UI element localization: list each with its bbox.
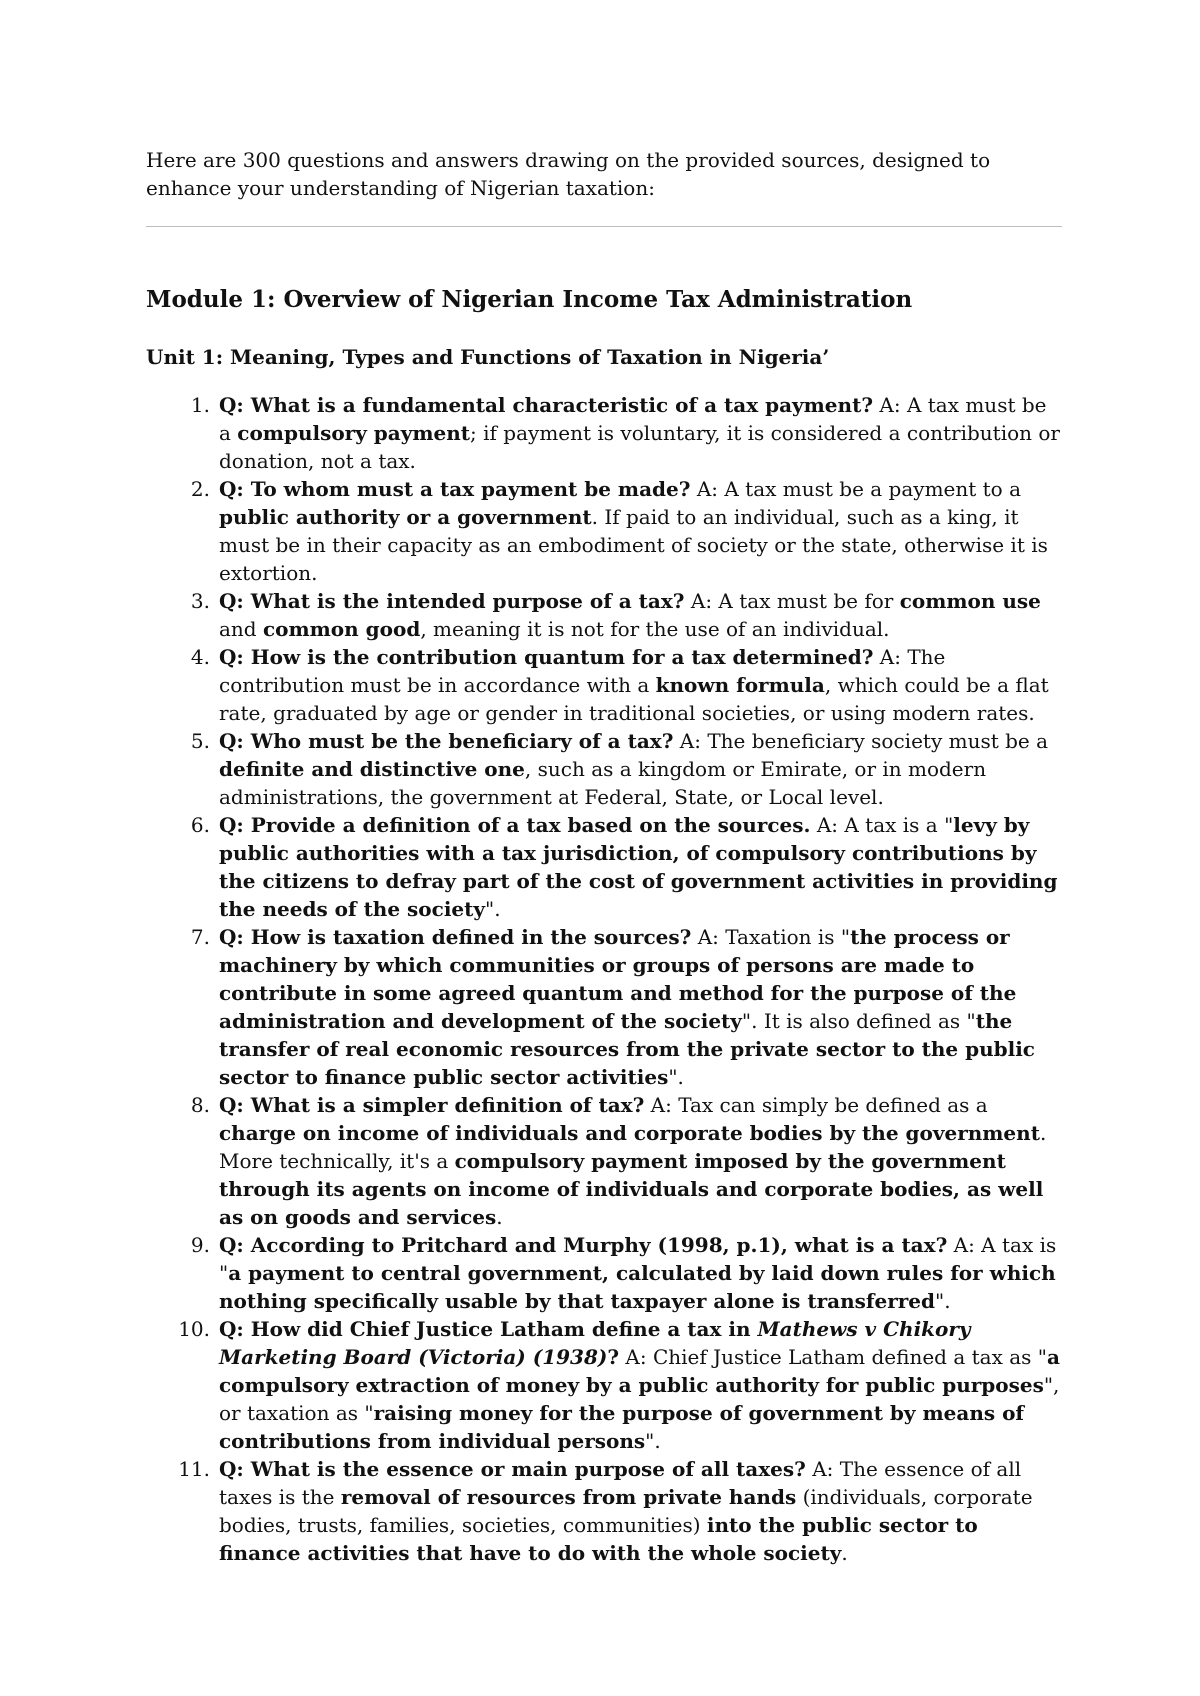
question: Q: Provide a definition of a tax based on the sources.	[219, 813, 811, 837]
answer-emphasis: charge on income of individuals and corporate bodies by the government	[219, 1121, 1040, 1145]
answer-emphasis: a compulsory extraction of money by a public authority for public purposes	[219, 1345, 1060, 1397]
answer-emphasis: removal of resources from private hands	[340, 1485, 797, 1509]
answer-text: , such as a kingdom or Emirate, or in modern administrations, the government at Federal, State, or Local level.	[219, 757, 987, 809]
answer-text: A: Tax can simply be defined as a	[644, 1093, 988, 1117]
answer-emphasis: raising money for the purpose of government by means of contributions from individual persons	[219, 1401, 1025, 1453]
answer-text: .	[496, 1205, 503, 1229]
item-number: 7.	[190, 925, 210, 949]
qa-list	[146, 391, 1062, 1567]
list-item	[190, 923, 1062, 1091]
item-number: 8.	[190, 1093, 210, 1117]
answer-text: ".	[668, 1065, 684, 1089]
answer-text: ; if payment is voluntary, it is considered a contribution or donation, not a tax.	[219, 421, 1060, 473]
question: Q: What is a fundamental characteristic of a tax payment?	[219, 393, 874, 417]
answer-text: A: The beneficiary society must be a	[673, 729, 1049, 753]
answer-emphasis: compulsory payment	[237, 421, 471, 445]
module-heading: Module 1: Overview of Nigerian Income Tax Administration	[146, 286, 913, 313]
item-number: 2.	[190, 477, 210, 501]
answer-text: , which could be a flat rate, graduated by age or gender in traditional societies, or using modern rates.	[219, 673, 1049, 725]
answer-text: . More technically, it's a	[219, 1121, 1047, 1173]
question: Q: According to Pritchard and Murphy (1998, p.1), what is a tax?	[219, 1233, 948, 1257]
answer-emphasis: a payment to central government, calculated by laid down rules for which nothing specifically usable by that taxpayer alone is transferred	[219, 1261, 1056, 1313]
unit-heading: Unit 1: Meaning, Types and Functions of Taxation in Nigeria’	[146, 345, 830, 369]
item-number: 1.	[190, 393, 210, 417]
answer-text: ". It is also defined as "	[741, 1009, 976, 1033]
question: Q: To whom must a tax payment be made?	[219, 477, 691, 501]
list-item	[178, 1315, 1062, 1455]
list-item	[190, 475, 1062, 587]
question: Q: How is the contribution quantum for a tax determined?	[219, 645, 874, 669]
answer-text: A: A tax is a "	[810, 813, 954, 837]
list-item	[190, 1091, 1062, 1231]
answer-emphasis: known formula	[655, 673, 825, 697]
answer-emphasis: common good	[262, 617, 421, 641]
answer-text: A: A tax must be a	[219, 393, 1047, 445]
item-number: 5.	[190, 729, 210, 753]
list-item	[190, 391, 1062, 475]
question: Q: What is the intended purpose of a tax?	[219, 589, 685, 613]
list-item	[190, 727, 1062, 811]
list-item	[190, 811, 1062, 923]
answer-text: , meaning it is not for the use of an individual.	[420, 617, 890, 641]
answer-emphasis: the process or machinery by which communities or groups of persons are made to contribute in some agreed quantum and method for the purpose of the administration and development of the society	[219, 925, 1017, 1033]
question: Q: What is a simpler definition of tax?	[219, 1093, 645, 1117]
answer-emphasis: public authority or a government	[219, 505, 592, 529]
list-item	[178, 1455, 1062, 1567]
item-number: 6.	[190, 813, 210, 837]
intro-paragraph: Here are 300 questions and answers drawing on the provided sources, designed to enhance your understanding of Nigerian taxation:	[146, 148, 991, 200]
item-number: 10.	[178, 1317, 210, 1341]
answer-text: A: A tax must be for	[684, 589, 900, 613]
question: Q: What is the essence or main purpose of all taxes?	[219, 1457, 806, 1481]
item-number: 9.	[190, 1233, 210, 1257]
item-number: 4.	[190, 645, 210, 669]
horizontal-divider	[146, 226, 1062, 227]
question-text: ?	[607, 1345, 620, 1369]
answer-text: (individuals, corporate bodies, trusts, families, societies, communities)	[219, 1485, 1033, 1537]
answer-text: ", or taxation as "	[219, 1373, 1060, 1425]
answer-emphasis: common use	[899, 589, 1041, 613]
list-item	[190, 587, 1062, 643]
answer-text: A: A tax is "	[219, 1233, 1057, 1285]
answer-text: A: The essence of all taxes is the	[219, 1457, 1022, 1509]
case-name: Mathews v Chikory Marketing Board (Victoria) (1938)	[219, 1317, 971, 1369]
answer-emphasis: compulsory payment imposed by the government through its agents on income of individuals and corporate bodies, as well as on goods and services	[219, 1149, 1044, 1229]
question-text: Q: How did Chief Justice Latham define a tax in	[219, 1317, 758, 1341]
answer-text: A: Chief Justice Latham defined a tax as "	[619, 1345, 1047, 1369]
answer-emphasis: levy by public authorities with a tax jurisdiction, of compulsory contributions by the citizens to defray part of the cost of government activities in providing the needs of the society	[219, 813, 1058, 921]
answer-text: and	[219, 617, 263, 641]
answer-text: A: Taxation is "	[691, 925, 851, 949]
answer-emphasis: definite and distinctive one	[219, 757, 525, 781]
answer-text: A: The contribution must be in accordance with a	[219, 645, 946, 697]
item-number: 3.	[190, 589, 210, 613]
answer-text: ".	[935, 1289, 951, 1313]
answer-emphasis: the transfer of real economic resources from the private sector to the public sector to finance public sector activities	[219, 1009, 1035, 1089]
question: Q: How is taxation defined in the sources?	[219, 925, 692, 949]
item-number: 11.	[178, 1457, 210, 1481]
answer-text: .	[841, 1541, 848, 1565]
list-item	[190, 643, 1062, 727]
answer-text: . If paid to an individual, such as a king, it must be in their capacity as an embodiment of society or the state, otherwise it is extortion.	[219, 505, 1048, 585]
answer-text: ".	[645, 1429, 661, 1453]
list-item	[190, 1231, 1062, 1315]
answer-text: ".	[485, 897, 501, 921]
answer-text: A: A tax must be a payment to a	[690, 477, 1022, 501]
question: Q: Who must be the beneficiary of a tax?	[219, 729, 674, 753]
answer-emphasis: into the public sector to finance activities that have to do with the whole society	[219, 1513, 978, 1565]
